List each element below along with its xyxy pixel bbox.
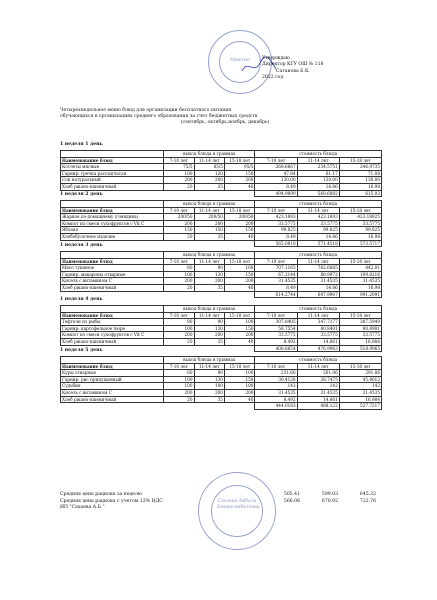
dish-cost: 109.8216 xyxy=(339,271,381,278)
totals-blank xyxy=(224,403,254,410)
dish-name: Сок натуральный xyxy=(61,177,164,184)
group-header-row xyxy=(61,357,382,364)
portion-grams: 200 xyxy=(224,389,254,396)
dish-name: Гарнир: рис припущенный xyxy=(61,376,164,383)
header-age: 11-14 лет xyxy=(194,363,224,370)
portion-grams: 20 xyxy=(164,396,194,403)
portion-grams: 100 xyxy=(164,170,194,177)
header-age: 7-10 лет xyxy=(164,207,194,214)
table-row xyxy=(61,164,382,171)
dish-cost: 142 xyxy=(297,383,339,390)
header-age: 7-10 лет xyxy=(164,157,194,164)
dish-cost: 33.5775 xyxy=(297,332,339,339)
portion-grams: 200 xyxy=(194,220,224,227)
header-age: 11-14 лет xyxy=(194,258,224,265)
week-day-label: 1 неделя 1 день xyxy=(60,142,103,147)
day-total: 444.0183 xyxy=(255,403,297,410)
dish-cost: 8.49 xyxy=(255,284,297,291)
dish-cost: 254.5751 xyxy=(297,164,339,171)
dish-cost: 33.5775 xyxy=(255,220,297,227)
header-output-group: выход блюда в граммах xyxy=(164,306,255,313)
dish-cost: 31.4535 xyxy=(297,389,339,396)
header-age: 7-10 лет xyxy=(255,258,297,265)
header-age: 15-18 лет xyxy=(224,312,254,319)
table-row xyxy=(61,389,382,396)
dish-name: Хлебобулочное изделие xyxy=(61,233,164,240)
dish-name: Мясо тушеное xyxy=(61,265,164,272)
totals-blank xyxy=(194,403,224,410)
dish-cost: 142 xyxy=(339,383,381,390)
totals-row xyxy=(61,291,382,298)
dish-name: Кисель с витамином С xyxy=(61,278,164,285)
totals-blank xyxy=(164,403,194,410)
menu-table xyxy=(60,305,382,352)
dish-cost: 246.9735 xyxy=(339,164,381,171)
totals-blank xyxy=(224,190,254,197)
header-age: 7-10 лет xyxy=(164,312,194,319)
table-row xyxy=(61,265,382,272)
totals-row xyxy=(61,403,382,410)
menu-table xyxy=(60,251,382,298)
dish-cost: 130.00 xyxy=(339,177,381,184)
table-row xyxy=(61,183,382,190)
table-row xyxy=(61,233,382,240)
header-output-group: выход блюда в граммах xyxy=(164,357,255,364)
portion-grams: 200 xyxy=(194,332,224,339)
totals-blank xyxy=(61,403,164,410)
dish-name: Гарнир: макароны отварные xyxy=(61,271,164,278)
group-header-row xyxy=(61,151,382,158)
dish-cost: 30.4128 xyxy=(255,376,297,383)
dish-cost: 88.9972 xyxy=(297,271,339,278)
approval-line-4: 2022 год xyxy=(262,75,284,81)
table-row xyxy=(61,214,382,221)
dish-cost: 16.98 xyxy=(339,284,381,291)
portion-grams: 100 xyxy=(164,383,194,390)
portion-grams: 200 xyxy=(224,332,254,339)
table-row xyxy=(61,177,382,184)
day-total: 991.2091 xyxy=(339,291,381,298)
portion-grams: 40 xyxy=(224,396,254,403)
supplier-seal xyxy=(198,472,276,550)
group-header-row xyxy=(61,252,382,259)
day-total: 527.7217 xyxy=(339,403,381,410)
dish-cost: 80.8901 xyxy=(339,325,381,332)
dish-cost: 8.492 xyxy=(255,338,297,345)
portion-grams: 35 xyxy=(194,183,224,190)
totals-row xyxy=(61,345,382,352)
portion-grams: 100 xyxy=(224,319,254,326)
portion-grams: 20 xyxy=(164,183,194,190)
header-age: 11-14 лет xyxy=(297,363,339,370)
dish-cost: 423.1893 xyxy=(297,214,339,221)
dish-cost: 14.861 xyxy=(297,338,339,345)
dish-cost: 31.4535 xyxy=(339,278,381,285)
header-age: 11-14 лет xyxy=(297,258,339,265)
dish-cost: 31.4535 xyxy=(255,389,297,396)
dish-name: Хлеб ржано-пшеничный xyxy=(61,284,164,291)
dish-cost: 80.8401 xyxy=(297,325,339,332)
portion-grams: 100 xyxy=(224,383,254,390)
table-row xyxy=(61,319,382,326)
header-cost-group: стоимость блюда xyxy=(255,201,382,208)
dish-name: Хлеб ржано-пшеничный xyxy=(61,338,164,345)
portion-grams: 150 xyxy=(164,227,194,234)
portion-grams: 40 xyxy=(224,183,254,190)
menu-table xyxy=(60,200,382,247)
header-age: 7-10 лет xyxy=(255,157,297,164)
header-empty xyxy=(61,151,164,158)
column-header-row xyxy=(61,207,382,214)
day-total: 614.2744 xyxy=(255,291,297,298)
portion-grams: 75/5 xyxy=(164,164,194,171)
dish-name: Яблоко xyxy=(61,227,164,234)
group-header-row xyxy=(61,306,382,313)
portion-grams: 40 xyxy=(224,233,254,240)
portion-grams: 90 xyxy=(194,265,224,272)
totals-blank xyxy=(224,291,254,298)
dish-cost: 16.984 xyxy=(339,396,381,403)
dish-cost: 33.5775 xyxy=(339,332,381,339)
dish-cost: 8.492 xyxy=(255,396,297,403)
vat-price-value: 566.06 xyxy=(283,498,300,504)
portion-grams: 100 xyxy=(164,376,194,383)
avg-price-value: 505.41 xyxy=(283,492,300,497)
day-total: 573.5717 xyxy=(339,240,381,247)
menu-table xyxy=(60,150,382,197)
dish-name: Тефтели из рыбы xyxy=(61,319,164,326)
portion-grams: 150 xyxy=(224,376,254,383)
header-age: 15-18 лет xyxy=(339,312,381,319)
portion-grams: 120 xyxy=(194,170,224,177)
dish-cost: 99.825 xyxy=(339,227,381,234)
totals-row xyxy=(61,240,382,247)
dish-name: Гарнир: гречка рассыпчатая xyxy=(61,170,164,177)
portion-grams: 200/50 xyxy=(194,214,224,221)
portion-grams: 200 xyxy=(194,177,224,184)
table-row xyxy=(61,278,382,285)
dish-cost: 142 xyxy=(255,383,297,390)
header-empty xyxy=(61,252,164,259)
header-age: 15-18 лет xyxy=(224,258,254,265)
portion-grams: 100 xyxy=(164,325,194,332)
dish-cost: 14.86 xyxy=(297,233,339,240)
dish-cost: 16.984 xyxy=(339,338,381,345)
header-output-group: выход блюда в граммах xyxy=(164,252,255,259)
header-dish-name: Наименование блюд xyxy=(61,363,164,370)
vat-price-label: Средняя цена рациона с учетом 12% НДС xyxy=(60,498,163,504)
header-age: 15-18 лет xyxy=(339,258,381,265)
dish-cost: 8.49 xyxy=(255,183,297,190)
header-age: 11-14 лет xyxy=(297,207,339,214)
portion-grams: 35 xyxy=(194,284,224,291)
portion-grams: 20 xyxy=(164,338,194,345)
vat-price-value: 722.76 xyxy=(359,498,376,504)
dish-cost: 67.2144 xyxy=(255,271,297,278)
dish-cost: 842.01 xyxy=(339,265,381,272)
portion-grams: 100 xyxy=(224,265,254,272)
portion-grams: 150 xyxy=(224,170,254,177)
header-age: 7-10 лет xyxy=(255,207,297,214)
dish-cost: 33.5775 xyxy=(255,332,297,339)
header-age: 7-10 лет xyxy=(164,363,194,370)
day-total: 488.122 xyxy=(297,403,339,410)
school-seal-text: Мектеп xyxy=(229,57,251,63)
portion-grams: 100 xyxy=(224,370,254,377)
header-output-group: выход блюда в граммах xyxy=(164,201,255,208)
approval-line-1: Утверждаю xyxy=(262,56,290,61)
dish-cost: 33.5775 xyxy=(297,220,339,227)
portion-grams: 40 xyxy=(224,284,254,291)
portion-grams: 200 xyxy=(164,220,194,227)
portion-grams: 200/50 xyxy=(224,214,254,221)
header-empty xyxy=(61,201,164,208)
portion-grams: 95/5 xyxy=(224,164,254,171)
supplier-seal-text: Сахаева Айбала Бекмаганбетовна xyxy=(217,499,260,510)
supplier-name: ИП "Сахаева А.Б." xyxy=(60,505,105,511)
portion-grams: 130 xyxy=(194,271,224,278)
header-age: 15-18 лет xyxy=(224,363,254,370)
approval-block xyxy=(262,56,372,82)
header-age: 7-10 лет xyxy=(164,258,194,265)
dish-cost: 268.6667 xyxy=(255,164,297,171)
title-line-3: (сентябрь, октябрь,ноябрь, декабрь) xyxy=(180,120,270,125)
dish-name: Хлеб ржано-пшеничный xyxy=(61,183,164,190)
portion-grams: 85/5 xyxy=(194,164,224,171)
portion-grams: 200 xyxy=(164,389,194,396)
portion-grams: 200/50 xyxy=(164,214,194,221)
week-day-label: 1 неделя 3 день xyxy=(60,243,103,248)
title-line-1: Четырехнедельное меню блюд для организации бесплатного питания xyxy=(60,108,232,113)
header-dish-name: Наименование блюд xyxy=(61,157,164,164)
header-age: 7-10 лет xyxy=(255,312,297,319)
dish-cost: 14.861 xyxy=(297,396,339,403)
avg-price-value: 599.03 xyxy=(321,492,338,497)
dish-name: Куры отварные xyxy=(61,370,164,377)
dish-name: Кисель с витамином С xyxy=(61,389,164,396)
dish-cost: 423.1893 xyxy=(255,214,297,221)
header-dish-name: Наименование блюд xyxy=(61,258,164,265)
dish-name: Компот из смеси сухофруктов с Vit C xyxy=(61,220,164,227)
dish-cost: 31.4535 xyxy=(255,278,297,285)
column-header-row xyxy=(61,157,382,164)
header-age: 15-18 лет xyxy=(339,363,381,370)
approval-line-3: Сатанова Б.К. xyxy=(276,68,310,74)
header-age: 11-14 лет xyxy=(194,312,224,319)
day-total: 560.6082 xyxy=(297,190,339,197)
portion-grams: 200 xyxy=(164,177,194,184)
portion-grams: 200 xyxy=(164,332,194,339)
portion-grams: 90 xyxy=(194,319,224,326)
table-row xyxy=(61,227,382,234)
portion-grams: 200 xyxy=(224,220,254,227)
header-age: 15-18 лет xyxy=(339,157,381,164)
day-total: 565.0818 xyxy=(255,240,297,247)
table-row xyxy=(61,332,382,339)
totals-blank xyxy=(224,240,254,247)
portion-grams: 35 xyxy=(194,396,224,403)
dish-cost: 45.4012 xyxy=(339,376,381,383)
header-age: 11-14 лет xyxy=(297,312,339,319)
dish-name: Гарнир: картофельное пюре xyxy=(61,325,164,332)
dish-cost: 307.8405 xyxy=(255,319,297,326)
dish-cost: 14.86 xyxy=(297,183,339,190)
portion-grams: 150 xyxy=(224,227,254,234)
avg-price-value: 645.32 xyxy=(359,492,376,497)
dish-cost: 231.66 xyxy=(255,370,297,377)
portion-grams: 130 xyxy=(194,325,224,332)
portion-grams: 20 xyxy=(164,284,194,291)
table-row xyxy=(61,396,382,403)
header-cost-group: стоимость блюда xyxy=(255,252,382,259)
portion-grams: 200 xyxy=(164,278,194,285)
dish-cost: 31.4535 xyxy=(339,389,381,396)
dish-cost: 261.06 xyxy=(297,370,339,377)
totals-blank xyxy=(164,190,194,197)
column-header-row xyxy=(61,363,382,370)
dish-cost: 423.18925 xyxy=(339,214,381,221)
portion-grams: 200 xyxy=(194,389,224,396)
header-empty xyxy=(61,357,164,364)
totals-blank xyxy=(164,345,194,352)
week-day-label: 1 неделя 2 день xyxy=(60,192,103,197)
table-row xyxy=(61,220,382,227)
portion-grams: 200 xyxy=(224,177,254,184)
day-total: 408.6654 xyxy=(255,345,297,352)
column-header-row xyxy=(61,258,382,265)
table-row xyxy=(61,376,382,383)
day-total: 697.9907 xyxy=(297,291,339,298)
totals-blank xyxy=(194,291,224,298)
header-age: 11-14 лет xyxy=(297,157,339,164)
portion-grams: 80 xyxy=(164,265,194,272)
dish-cost: 38.7475 xyxy=(297,376,339,383)
portion-grams: 80 xyxy=(164,370,194,377)
dish-cost: 762.6885 xyxy=(297,265,339,272)
dish-cost: 707.1165 xyxy=(255,265,297,272)
totals-blank xyxy=(224,345,254,352)
portion-grams: 150 xyxy=(224,325,254,332)
portion-grams: 130 xyxy=(194,376,224,383)
day-total: 571.4518 xyxy=(297,240,339,247)
portion-grams: 100 xyxy=(194,383,224,390)
header-age: 15-18 лет xyxy=(339,207,381,214)
dish-name: Жаркое по-домашнему (говядина) xyxy=(61,214,164,221)
day-total: 476.9963 xyxy=(297,345,339,352)
table-row xyxy=(61,338,382,345)
portion-grams: 200 xyxy=(194,278,224,285)
totals-blank xyxy=(194,240,224,247)
table-row xyxy=(61,325,382,332)
week-day-label: 1 неделя 4 день xyxy=(60,297,103,302)
header-age: 11-14 лет xyxy=(194,157,224,164)
document-title xyxy=(60,108,380,126)
dish-cost: 16.98 xyxy=(339,183,381,190)
table-row xyxy=(61,284,382,291)
table-row xyxy=(61,383,382,390)
avg-price-label: Средняя цена рациона за неделю xyxy=(60,492,142,497)
dish-name: Хлеб ржано-пшеничный xyxy=(61,396,164,403)
totals-row xyxy=(61,190,382,197)
header-dish-name: Наименование блюд xyxy=(61,312,164,319)
header-output-group: выход блюда в граммах xyxy=(164,151,255,158)
header-cost-group: стоимость блюда xyxy=(255,357,382,364)
day-total: 518.9965 xyxy=(339,345,381,352)
dish-cost: 387.5949 xyxy=(339,319,381,326)
column-header-row xyxy=(61,312,382,319)
dish-name: Котлеты мясные xyxy=(61,164,164,171)
dish-cost: 130.00 xyxy=(297,177,339,184)
header-age: 7-10 лет xyxy=(255,363,297,370)
dish-cost: 47.84 xyxy=(255,170,297,177)
header-empty xyxy=(61,306,164,313)
week-day-label: 1 неделя 5 день xyxy=(60,348,103,353)
menu-table xyxy=(60,356,382,410)
dish-cost: 31.4535 xyxy=(297,278,339,285)
header-age: 11-14 лет xyxy=(194,207,224,214)
dish-cost: 16.98 xyxy=(339,233,381,240)
dish-cost: 71.08 xyxy=(339,170,381,177)
dish-name: Компот из смеси сухофруктов с Vit C xyxy=(61,332,164,339)
totals-blank xyxy=(164,291,194,298)
dish-cost: 130.00 xyxy=(255,177,297,184)
portion-grams: 200 xyxy=(224,278,254,285)
table-row xyxy=(61,170,382,177)
header-age: 15-18 лет xyxy=(224,157,254,164)
dish-name: Судьбик xyxy=(61,383,164,390)
totals-blank xyxy=(194,345,224,352)
dish-cost: 347.7177 xyxy=(297,319,339,326)
portion-grams: 100 xyxy=(164,271,194,278)
dish-cost: 8.49 xyxy=(255,233,297,240)
portion-grams: 40 xyxy=(224,338,254,345)
portion-grams: 80 xyxy=(164,319,194,326)
header-cost-group: стоимость блюда xyxy=(255,151,382,158)
dish-cost: 61.17 xyxy=(297,170,339,177)
portion-grams: 35 xyxy=(194,338,224,345)
table-row xyxy=(61,370,382,377)
approval-line-2: Директор КГУ ОШ № 118 xyxy=(262,62,324,68)
portion-grams: 35 xyxy=(194,233,224,240)
dish-cost: 291.86 xyxy=(339,370,381,377)
table-row xyxy=(61,271,382,278)
dish-cost: 99.825 xyxy=(255,227,297,234)
portion-grams: 150 xyxy=(194,227,224,234)
header-age: 15-18 лет xyxy=(224,207,254,214)
portion-grams: 90 xyxy=(194,370,224,377)
day-total: 494.9899 xyxy=(255,190,297,197)
portion-grams: 20 xyxy=(164,233,194,240)
header-dish-name: Наименование блюд xyxy=(61,207,164,214)
group-header-row xyxy=(61,201,382,208)
totals-blank xyxy=(164,240,194,247)
dish-cost: 33.5775 xyxy=(339,220,381,227)
totals-blank xyxy=(194,190,224,197)
dish-cost: 58.7554 xyxy=(255,325,297,332)
dish-cost: 14.86 xyxy=(297,284,339,291)
header-cost-group: стоимость блюда xyxy=(255,306,382,313)
dish-cost: 99.825 xyxy=(297,227,339,234)
vat-price-value: 670.92 xyxy=(321,498,338,504)
portion-grams: 150 xyxy=(224,271,254,278)
title-line-2: обучающихся в организациях среднего образования за счет бюджетных средств xyxy=(60,114,258,119)
day-total: 615.03 xyxy=(339,190,381,197)
